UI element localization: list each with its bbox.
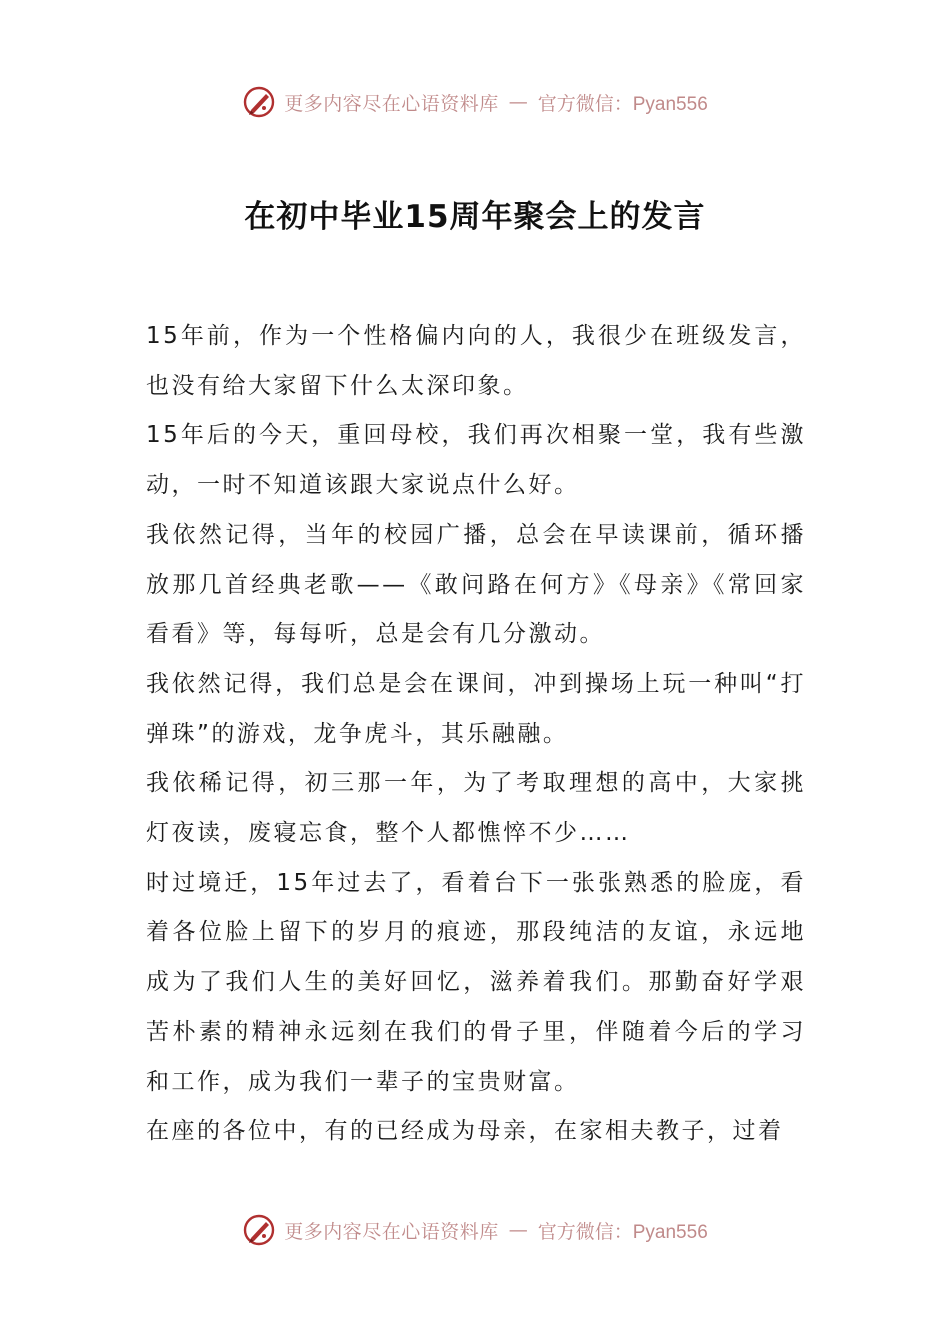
banner-contact: [538, 89, 708, 116]
contact-label: 官方微信：: [537, 92, 633, 115]
banner-separator: —: [508, 91, 528, 113]
contact-id: Pyan556: [632, 1221, 708, 1243]
banner-text: 更多内容尽在心语资料库: [284, 92, 499, 115]
contact-label: 官方微信：: [537, 1220, 633, 1243]
pen-logo-icon: [242, 1213, 276, 1247]
document-body: [146, 312, 806, 1157]
banner-contact: [538, 1217, 708, 1244]
footer-banner: [0, 1210, 950, 1250]
document-title: 在初中毕业15周年聚会上的发言: [244, 198, 706, 235]
paragraph: 15年后的今天，重回母校，我们再次相聚一堂，我有些激动，一时不知道该跟大家说点什么好。: [146, 422, 806, 499]
header-banner: [0, 82, 950, 122]
paragraph: 15年前，作为一个性格偏内向的人，我很少在班级发言，也没有给大家留下什么太深印象。: [146, 323, 806, 399]
paragraph: 时过境迁，15年过去了，看着台下一张张熟悉的脸庞，看着各位脸上留下的岁月的痕迹，那段纯洁的友谊，永远地成为了我们人生的美好回忆，滋养着我们。那勤奋好学艰苦朴素的精神永远刻在我们的骨子里，伴随着今后的学习和工作，成为我们一辈子的宝贵财富。: [146, 869, 806, 1095]
paragraph: 我依然记得，我们总是会在课间，冲到操场上玩一种叫“打弹珠”的游戏，龙争虎斗，其乐融融。: [146, 670, 806, 747]
paragraph: 我依稀记得，初三那一年，为了考取理想的高中，大家挑灯夜读，废寝忘食，整个人都憔悴不少……: [146, 770, 806, 847]
banner-text: 更多内容尽在心语资料库: [284, 1220, 499, 1243]
paragraph: 我依然记得，当年的校园广播，总会在早读课前，循环播放那几首经典老歌——《敢问路在何方》《母亲》《常回家看看》等，每每听，总是会有几分激动。: [146, 521, 806, 648]
contact-id: Pyan556: [632, 93, 708, 115]
banner-separator: —: [508, 1219, 528, 1241]
pen-logo-icon: [242, 85, 276, 119]
paragraph: 在座的各位中，有的已经成为母亲，在家相夫教子，过着: [146, 1118, 784, 1145]
